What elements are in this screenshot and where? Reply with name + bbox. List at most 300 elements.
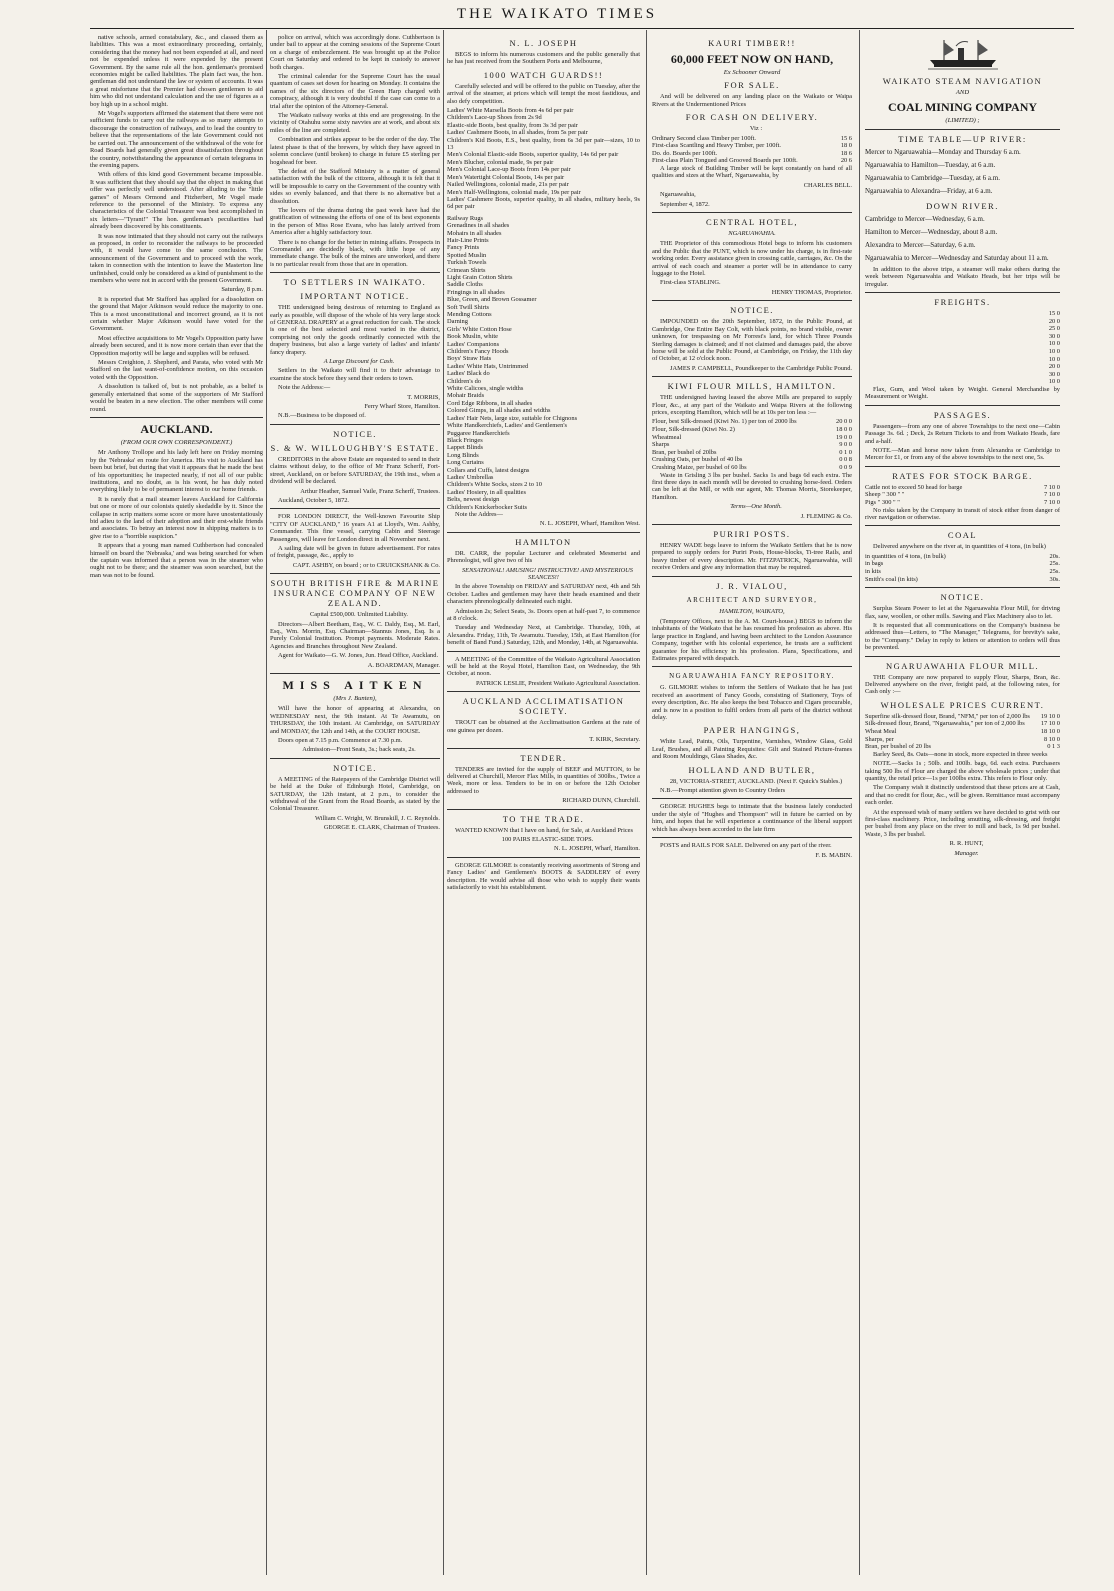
price-row <box>652 150 852 158</box>
ad-note: N.B.—Business to be disposed of. <box>278 412 366 420</box>
estate-heading: S. & W. WILLOUGHBY'S ESTATE. <box>270 442 440 453</box>
list-item: Turkish Towels <box>447 259 487 267</box>
price-row <box>652 135 852 143</box>
section-rule <box>447 651 640 652</box>
ad-text: The Company wish it distinctly understood that these prices are at Cash, and that no credit for flour, &c., will be given. Remittance must accompany each order. <box>865 784 1060 807</box>
ad-text: NOTE.—Man and horse now taken from Alexandra or Cambridge to Mercer for £1, or from any of the above townships to the next one, 5s. <box>865 447 1060 462</box>
price-value: 8 10 0 <box>1044 735 1060 743</box>
ad-text: FOR LONDON DIRECT, the Well-known Favourite Ship "CITY OF AUCKLAND," 16 years A1 at Lloyd's, Wm. Ashby, Commander. This fine vessel, carrying Cabin and Steerage Passengers, will leave for London direct in all November next. <box>270 513 440 543</box>
ad-text: And will be delivered on any landing place on the Waikato or Waipa Rivers at the Undermentioned Prices <box>652 93 852 108</box>
price-row <box>865 310 1060 318</box>
passages-heading: PASSAGES. <box>933 409 992 420</box>
price-item: Crushing Oats, per bushel of 40 lbs <box>652 456 743 464</box>
ad-text: White Lead, Paints, Oils, Turpentine, Varnishes, Window Glass, Gold Leaf, Brushes, and all Painting Requisites: Gilt and Stained Picture-frames and Room Mouldings, Glass Shades, &c. <box>652 738 852 761</box>
price-row <box>865 713 1060 721</box>
ad-note: N.B.—Prompt attention given to Country Orders <box>660 787 786 795</box>
price-item <box>865 371 1049 379</box>
and-line: AND <box>955 89 970 96</box>
ad-text: No risks taken by the Company in transit of stock either from danger of river navigation or otherwise. <box>865 506 1060 521</box>
section-rule <box>652 212 852 213</box>
paper-heading: PAPER HANGINGS, <box>703 725 801 736</box>
price-row <box>865 318 1060 326</box>
list-item: Colored Gimps, in all shades and widths <box>447 407 551 415</box>
ad-signature: F. B. MABIN. <box>815 851 852 859</box>
price-value: 20 6 <box>840 157 852 165</box>
ad-text: Surplus Steam Power to let at the Ngaruawahia Flour Mill, for driving flax, saw, woollen, or other mills. Sawing and Flax Machinery also to let. <box>865 605 1060 620</box>
list-item: Ladies' White Marsella Boots from 4s 6d per pair <box>447 107 574 115</box>
price-value: 18 6 <box>840 149 852 157</box>
price-row <box>865 363 1060 371</box>
price-value: 30 0 <box>1048 370 1060 378</box>
list-item: Men's Half-Wellingtons, colonial made, 19s per pair <box>447 188 581 196</box>
list-item: Children's Kid Boots, E.S., best quality, from 6s 3d per pair—sizes, 10 to 13 <box>447 136 640 152</box>
fancy-heading: NGARUAWAHIA FANCY REPOSITORY. <box>669 672 835 681</box>
price-value: 17 10 0 <box>1040 720 1060 728</box>
boots-price-list <box>447 107 640 211</box>
price-value: 10 0 <box>1048 378 1060 386</box>
article-paragraph: Most effective acquisitions to Mr Vogel's Opposition party have already been secured, and it is now more certain than ever that the Opposition majority will be large and supplies will be refused. <box>90 334 263 357</box>
list-item: Long Blinds <box>447 451 479 459</box>
price-item: Flour, best Silk-dressed (Kiwi No. 1) per ton of 2000 lbs <box>652 418 797 426</box>
list-item: White Handkerchiefs, Ladies' and Gentlemen's <box>447 422 567 430</box>
ad-signature-title: Manager. <box>954 849 979 857</box>
price-row <box>652 157 852 165</box>
list-item: White Calicoes, single widths <box>447 385 524 393</box>
article-paragraph: The Waikato railway works at this end are progressing. In the vicinity of Otahuhu some sixty navvies are at work, and about six miles of the line are completed. <box>270 112 440 134</box>
list-item: Men's Watertight Colonial Boots, 14s per pair <box>447 173 565 181</box>
price-item: Bran, per bushel of 20 lbs <box>865 743 932 751</box>
section-rule <box>447 748 640 749</box>
price-value: 15 6 <box>840 134 852 142</box>
hamilton-heading: HAMILTON <box>515 536 572 547</box>
list-item: Lappet Blinds <box>447 444 484 452</box>
list-item: Belts, newest design <box>447 496 500 504</box>
section-rule <box>447 532 640 533</box>
trade-tops: 100 PAIRS ELASTIC-SIDE TOPS. <box>501 835 594 843</box>
list-item: Book Muslin, white <box>447 333 498 341</box>
price-item: Do. do. Boards per 100ft. <box>652 149 718 157</box>
list-item: Ladies' Black do <box>447 370 490 378</box>
timber-price-list <box>652 135 852 165</box>
price-value: 0 1 0 <box>839 448 852 456</box>
notice-heading: NOTICE. <box>730 305 774 316</box>
price-row <box>865 576 1060 584</box>
ad-text: Doors open at 7.15 p.m. Commence at 7.30 p.m. <box>278 737 403 745</box>
ad-signature: T. MORRIS, <box>407 393 440 401</box>
section-rule <box>865 129 1060 130</box>
ad-text: TROUT can be obtained at the Acclimatisation Gardens at the rate of one guinea per dozen. <box>447 719 640 734</box>
article-paragraph: Messrs Creighton, J. Shepherd, and Parata, who voted with Mr Stafford on the last want-of-confidence motion, on this occasion voted with the Opposition. <box>90 359 263 381</box>
list-item: Fringings in all shades <box>447 288 505 296</box>
ad-signature: A. BOARDMAN, Manager. <box>367 661 440 669</box>
ad-text: Carefully selected and will be offered to the public on Tuesday, after the arrival of the steamer, at prices which will tempt the most fastidious, and also defy competition. <box>447 82 640 105</box>
price-row <box>865 356 1060 364</box>
timetable-row: Hamilton to Mercer—Wednesday, about 8 a.m. <box>865 227 998 236</box>
price-item: Wheat Meal <box>865 728 897 736</box>
down-river-heading: DOWN RIVER. <box>926 200 999 211</box>
steamship-icon <box>928 38 998 72</box>
price-item: Sheep " 300 " " <box>865 491 905 499</box>
timetable-row: Ngaruawahia to Mercer—Wednesday and Saturday about 11 a.m. <box>865 253 1049 262</box>
watch-guards-heading: 1000 WATCH GUARDS!! <box>483 69 604 80</box>
section-rule <box>652 300 852 301</box>
ad-signature: J. FLEMING & Co. <box>800 512 852 520</box>
article-paragraph: Mr Anthony Trollope and his lady left here on Friday morning by the 'Nebraska' en route for America. His visit to Auckland has been but brief, but during that visit it appears that he made the best of his opportunities; he inspected nearly, if not all of our public institutions, and no doubt, as is his wont, he has duly noted everything likely to be of permanent interest to our home friends. <box>90 449 263 494</box>
ad-text: Directors—Albert Beetham, Esq., W. C. Daldy, Esq., M. Earl, Esq., Wm. Morrin, Esq. Chairman—Stannus Jones, Esq. Is a Purely Colonial Institution. Prompt payments. Moderate Rates. Agencies and Branches throughout New Zealand. <box>270 620 440 650</box>
column-4 <box>652 34 852 1564</box>
freights-heading: FREIGHTS. <box>934 297 991 308</box>
ad-text: THE Company are now prepared to supply Flour, Sharps, Bran, &c. Delivered anywhere on the river, freight paid, at the following rates, for Cash only :— <box>865 673 1060 696</box>
kauri-heading: KAURI TIMBER!! <box>708 38 796 48</box>
price-row <box>865 743 1060 751</box>
price-row <box>652 418 852 426</box>
price-item <box>865 340 1049 348</box>
section-rule <box>865 405 1060 406</box>
price-row <box>865 340 1060 348</box>
ad-text: In addition to the above trips, a steamer will make others during the week between Ngaruawahia and Waikato Heads, but her trips will be irregular. <box>865 265 1060 288</box>
price-item: Silk-dressed flour, Brand, "Ngaruawahia," per ton of 2,000 lbs <box>865 720 1025 728</box>
seances-line: SENSATIONAL! AMUSING! INSTRUCTIVE! AND MYSTERIOUS SEANCES!! <box>461 566 633 581</box>
price-value: 25s. <box>1049 560 1060 568</box>
auckland-heading: AUCKLAND. <box>140 421 213 436</box>
ad-text: (Temporary Offices, next to the A. M. Court-house.) BEGS to inform the inhabitants of the Waikato that he has resumed his profession as above. His large practice in England, and having been architect to the London Assurance Company, together with his colonial experience, he trusts are a sufficient guarantee for his efficiency in his profession. Plans, Specifications, and Estimates prepared with despatch. <box>652 617 852 662</box>
price-value: 18 0 0 <box>836 425 852 433</box>
list-item: Mending Cottons <box>447 311 492 318</box>
price-row <box>652 456 852 464</box>
price-item: Smith's coal (in kits) <box>865 575 918 583</box>
ad-text: HENRY WADE begs leave to inform the Waikato Settlers that he is now prepared to supply orders for Puriri Posts, House-blocks, Ti-tree Rails, and heavy timber of every description. Mr. FITZPATRICK, Ngaruawahia, will receive Orders and give any information that may be required. <box>652 541 852 572</box>
price-value: 25s. <box>1049 568 1060 575</box>
ad-signature: PATRICK LESLIE, President Waikato Agricultural Association. <box>475 679 640 687</box>
price-row <box>652 464 852 472</box>
price-row <box>865 348 1060 356</box>
section-rule <box>270 272 440 273</box>
ad-text: Waste in Grisling 3 lbs per bushel. Sacks 1s and bags 6d each extra. The first three days in each month will be devoted to crushing horse-feed. Orders can be left at the Mill, or with our agent, Mr. Thomas Morris, Storekeeper, Hamilton. <box>652 471 852 501</box>
list-item: Mohairs in all shades <box>447 229 502 237</box>
ad-text: GEORGE GILMORE is constantly receiving assortments of Strong and Fancy Ladies' and Gentlemen's BOOTS & SADDLERY of every description. He would advise all those who wish to supply their wants satisfactorily to visit his establishment. <box>447 861 640 891</box>
aitken-heading: MISS AITKEN <box>282 678 428 692</box>
section-rule <box>270 424 440 425</box>
ad-text: POSTS and RAILS FOR SALE. Delivered on any part of the river. <box>660 842 832 850</box>
price-row <box>865 499 1060 507</box>
price-item: Sharps, per <box>865 735 894 743</box>
timetable-heading: TIME TABLE—UP RIVER: <box>898 133 1027 144</box>
discount-line: A Large Discount for Cash. <box>323 358 395 366</box>
timetable-row: Mercer to Ngaruawahia—Monday and Thursday 6 a.m. <box>865 147 1021 156</box>
price-value: 20 0 0 <box>836 418 852 426</box>
price-item <box>865 310 1049 318</box>
article-paragraph: native schools, armed constabulary, &c., and classed them as liabilities. This was a most extraordinary proceeding, certainly, considering that the money had not been expended at all, and need not be expended unless it were expended by the present Government. By the same rule all the hon. gentleman's promised economies might be called liabilities. The plain fact was, the hon. gentleman did not understand the law or system of accounts. It was a great misfortune that the Premier had chosen gentlemen to aid him who did not understand calculation and the use of figures as a boy high up in a school might. <box>90 34 263 108</box>
ad-text: Admission—Front Seats, 3s.; back seats, 2s. <box>302 746 416 754</box>
price-item: Sharps <box>652 441 670 449</box>
list-item: Girls' White Cotton Hose <box>447 325 512 333</box>
price-value: 10 0 <box>1048 348 1060 355</box>
coal-heading: COAL <box>947 530 978 541</box>
ad-text: Admission 2s; Select Seats, 3s. Doors open at half-past 7, to commence at 8 o'clock. <box>447 607 640 623</box>
ad-text: BEGS to inform his numerous customers and the public generally that he has just received from the Southern Ports and Melbourne, <box>447 51 640 66</box>
column-3 <box>447 34 640 1564</box>
ad-text: Barley Seed, 8s. Oats—none in stock, more expected in three weeks <box>873 750 1048 758</box>
list-item: Children's do <box>447 377 481 385</box>
vialou-heading: J. R. VIALOU, <box>716 580 788 591</box>
list-item: Black Fringes <box>447 436 483 444</box>
price-row <box>865 568 1060 576</box>
article-paragraph: It appears that a young man named Cuthbertson had concealed himself on board the 'Nebraska,' and was being searched for when the captain was informed that a person was in the steamer who ought not to be there; and the steamer was soon searched, but the man was not to be found. <box>90 542 263 579</box>
list-item: Children's Knickerbocker Suits <box>447 503 527 511</box>
wholesale-heading: WHOLESALE PRICES CURRENT. <box>880 699 1045 710</box>
ad-text: Agent for Waikato—G. W. Jones, Jun. Head Office, Auckland. <box>278 652 439 660</box>
price-row <box>865 371 1060 379</box>
price-row <box>865 491 1060 499</box>
price-value: 10 0 <box>1048 340 1060 348</box>
list-item: Grenadines in all shades <box>447 222 510 230</box>
section-rule <box>865 587 1060 588</box>
holland-address: 28, VICTORIA-STREET, AUCKLAND. (Next F. Quick's Stables.) <box>669 777 843 785</box>
flour-mill-heading: NGARUAWAHIA FLOUR MILL. <box>885 660 1040 671</box>
kiwi-heading: KIWI FLOUR MILLS, HAMILTON. <box>667 381 837 392</box>
price-row <box>652 142 852 150</box>
section-rule <box>652 666 852 667</box>
article-paragraph: A dissolution is talked of, but is not probable, as a belief is generally entertained that some of the supporters of Mr Stafford would be beaten in a new election. The other members will come round. <box>90 383 263 413</box>
stock-barge-table <box>865 484 1060 507</box>
ad-signature: RICHARD DUNN, Churchill. <box>562 797 640 805</box>
price-item: Cattle not to exceed 50 head for barge <box>865 483 963 491</box>
price-row <box>865 720 1060 728</box>
price-item <box>865 378 1049 386</box>
steam-heading: WAIKATO STEAM NAVIGATION <box>882 76 1043 86</box>
hotel-heading: CENTRAL HOTEL, <box>706 217 798 228</box>
joseph-heading: N. L. JOSEPH <box>509 38 578 48</box>
tender-heading: TENDER. <box>520 752 567 763</box>
section-rule <box>270 758 440 759</box>
article-paragraph: The lovers of the drama during the past week have had the gratification of witnessing the efforts of one of its best exponents in the person of Miss Rose Evans, who has lately arrived from America after a highly satisfactory tour. <box>270 206 440 237</box>
list-item: Puggaree Handkerchiefs <box>447 429 510 437</box>
article-paragraph: police on arrival, which was accordingly done. Cuthbertson is under bail to appear at the coming sessions of the Supreme Court on a charge of embezzlement. He was brought up at the Police Court on Saturday and ordered to be kept in custody to answer both charges. <box>270 34 440 71</box>
ad-text: It is requested that all communications on the Company's business be addressed thus—Letters, to "The Manager," Telegrams, for brevity's sake, to the "Company." Delay in reply to letters or attention to orders will thus be prevented. <box>865 622 1060 652</box>
list-item: Men's Colonial Elastic-side Boots, superior quality, 14s 6d per pair <box>447 151 619 159</box>
ad-text: THE undersigned being desirous of returning to England as early as possible, will dispose of the whole of his very large stock of GENERAL DRAPERY at a great reduction for cash. The stock is one of the best selected and most varied in the district, comprising not only the goods ordinarily connected with the drapery business, but also a large variety of ladies' and infants' fancy drapery. <box>270 304 440 356</box>
list-item: Boys' Straw Hats <box>447 355 492 363</box>
section-rule <box>447 691 640 692</box>
list-item: Spotted Muslin <box>447 251 487 259</box>
list-item: Children's Lace-up Shoes from 2s 9d <box>447 114 542 122</box>
list-item: Mohair Braids <box>447 392 485 400</box>
column-1 <box>90 34 263 1564</box>
list-item: Men's Blucher, colonial made, 9s per pair <box>447 158 554 166</box>
ad-signature: CHARLES BELL. <box>803 181 852 189</box>
price-value: 20 0 <box>1048 317 1060 325</box>
section-rule <box>865 656 1060 657</box>
ad-address: Ferry Wharf Store, Hamilton. <box>364 403 440 411</box>
coal-price-table <box>865 553 1060 583</box>
schooner-line: Ex Schooner Onward <box>723 69 781 76</box>
price-row <box>865 325 1060 333</box>
limited-line: (LIMITED) ; <box>945 117 980 125</box>
price-item: Ordinary Second class Timber per 100ft. <box>652 134 757 142</box>
price-item: Flour, Silk-dressed (Kiwi No. 2) <box>652 425 735 433</box>
ad-text: THE undersigned having leased the above Mills are prepared to supply Flour, &c., at any part of the Waikato and Waipa Rivers at the following prices, excepting Hamilton, which will be at 10s per ton less :— <box>652 394 852 416</box>
stock-barge-heading: RATES FOR STOCK BARGE. <box>892 470 1033 481</box>
list-item: Elastic-side Boots, best quality, from 3s 3d per pair <box>447 121 578 129</box>
ad-text: G. GILMORE wishes to inform the Settlers of Waikato that he has just received an assortment of Fancy Goods, consisting of Stationery, Toys of every description, &c. He also keeps the best Tobacco and Cigars procurable, and is now in a position to fulfil orders from all parts of the district without delay. <box>652 684 852 722</box>
article-paragraph: Mr Vogel's supporters affirmed the statement that there were not sufficient funds to carry out the railways as so many attempts to discourage the construction of railways, and to lead the country to believe that the representations of the late Government could not be carried out. The announcement of the withdrawal of the vote for Road Boards had generally given great dissatisfaction throughout the country, notwithstanding the appearance of certain telegrams in the evening papers. <box>90 110 263 169</box>
up-river-timetable <box>865 147 1060 197</box>
coal-company-heading: COAL MINING COMPANY <box>887 100 1038 115</box>
notice-heading: NOTICE. <box>940 592 985 603</box>
price-row <box>865 728 1060 736</box>
vialou-place: HAMILTON, WAIKATO, <box>719 607 785 615</box>
wholesale-price-table <box>865 713 1060 751</box>
trustees-line: Arthur Heather, Samuel Vaile, Franz Scherff, Trustees. <box>300 487 440 495</box>
article-paragraph: It was now intimated that they should not carry out the railways as proposed, in order to reconsider the railways to be proceeded with, it would have come to the same conclusion. The announcement of the Government and to proceed with the work, taken in connection with the intention to leave the Masterton line unfinished, could only be considered as a kind of punishment to the members who were not in accord with the present Government. <box>90 232 263 284</box>
ad-text: Settlers in the Waikato will find it to their advantage to examine the stock before they send their orders to town. <box>270 367 440 382</box>
ad-text: In the above Township on FRIDAY and SATURDAY next, 4th and 5th October. Ladies and gentlemen may have their heads examined and their characters phrenologically delineated each night. <box>447 583 640 606</box>
list-item: Children's Fancy Hoods <box>447 348 509 356</box>
notice-heading: NOTICE. <box>333 428 377 439</box>
list-item: Ladies' Cashmere Boots, in all shades, from 5s per pair <box>447 129 588 137</box>
section-rule <box>652 576 852 577</box>
price-value: 19 10 0 <box>1040 712 1060 720</box>
price-item: Crushing Maize, per bushel of 60 lbs <box>652 463 747 471</box>
price-row <box>865 736 1060 744</box>
ad-text: A large stock of Building Timber will be kept constantly on hand of all qualities and sizes at the Wharf, Ngaruawahia, by <box>652 165 852 180</box>
list-item: Light Grain Cotton Shirts <box>447 273 513 281</box>
ad-text: Flax, Gum, and Wool taken by Weight. General Merchandise by Measurement or Weight. <box>865 385 1060 401</box>
freights-table <box>865 310 1060 386</box>
holland-heading: HOLLAND AND BUTLER, <box>688 764 816 775</box>
price-row <box>652 434 852 442</box>
ad-text: TENDERS are invited for the supply of BEEF and MUTTON, to be delivered at Churchill, Mercer Flax Mills, in quantities of 300lbs., Twice a Week, more or less. Tenders to be in on or before the 12th October addressed to <box>447 765 640 795</box>
section-rule <box>447 809 640 810</box>
ad-text: DR. CARR, the popular Lecturer and celebrated Mesmerist and Phrenologist, will give two of his <box>447 549 640 565</box>
ad-text: A MEETING of the Committee of the Waikato Agricultural Association will be held at the Royal Hotel, Hamilton East, on Wednesday, the 9th October, at noon. <box>447 655 640 678</box>
article-paragraph: The criminal calendar for the Supreme Court has the usual quantum of cases set down for hearing on Monday. It contains the names of the six directors of the Green Harp charged with conspiracy, although it is very doubtful if the case can come to a trial after the opinion of the Attorney-General. <box>270 73 440 110</box>
column-divider <box>646 30 647 1575</box>
price-value: 7 10 0 <box>1044 499 1060 506</box>
price-item: Wheatmeal <box>652 433 682 441</box>
price-item <box>865 333 1049 341</box>
insurance-heading: SOUTH BRITISH FIRE & MARINE INSURANCE COMPANY OF NEW ZEALAND. <box>270 578 440 609</box>
column-divider <box>859 30 860 1575</box>
price-item <box>865 348 1049 356</box>
price-item: Pigs " 300 " " <box>865 499 900 506</box>
ad-date: September 4, 1872. <box>660 200 710 208</box>
down-river-timetable <box>865 214 1060 264</box>
price-item: First-class Plain Tongued and Grooved Boards per 100ft. <box>652 157 798 165</box>
price-item: in bags <box>865 560 884 568</box>
price-value: 9 0 0 <box>839 441 852 449</box>
section-rule <box>652 837 852 838</box>
ad-text: WANTED KNOWN that I have on hand, for Sale, at Auckland Prices <box>455 826 634 834</box>
price-item: Superfine silk-dressed flour, Brand, "NFM," per ton of 2,000 lbs <box>865 712 1030 720</box>
ad-signature: T. KIRK, Secretary. <box>589 736 640 744</box>
ad-text: Delivered anywhere on the river at, in quantities of 4 tons, (in bulk) <box>873 543 1046 551</box>
list-item: Nailed Wellingtons, colonial made, 21s per pair <box>447 181 569 189</box>
article-paragraph: It is reported that Mr Stafford has applied for a dissolution on the ground that Major Atkinson would reduce the majority to one. This is a most unconstitutional and incorrect ground, as it is not certain whether Major Atkinson would have voted for the Government. <box>90 295 263 333</box>
ad-signature: R. R. HUNT, <box>949 840 984 848</box>
timetable-row: Alexandra to Mercer—Saturday, 6 a.m. <box>865 240 976 249</box>
vialou-title: ARCHITECT AND SURVEYOR, <box>686 595 818 604</box>
viz-line: Viz : <box>749 125 763 133</box>
price-value: 7 10 0 <box>1044 483 1060 491</box>
section-rule <box>865 466 1060 467</box>
ad-text: A sailing date will be given in future advertisement. For rates of freight, passage, &c., apply to <box>270 544 440 560</box>
section-rule <box>652 798 852 799</box>
price-row <box>652 449 852 457</box>
ad-text: Tuesday and Wednesday Next, at Cambridge. Thursday, 10th, at Alexandra. Friday, 11th, Te Awamutu. Tuesday, 15th, at East Hamilton (for benefit of Band Fund.) Saturday, 12th, and Monday, 14th, at Ngaruawahia. <box>447 624 640 647</box>
timetable-row: Cambridge to Mercer—Wednesday, 6 a.m. <box>865 214 985 223</box>
acclimatisation-heading: AUCKLAND ACCLIMATISATION SOCIETY. <box>462 696 625 717</box>
price-value: 18 10 0 <box>1040 728 1060 736</box>
notice-heading: NOTICE. <box>333 762 377 773</box>
ad-text: Note the Addres— <box>455 510 503 518</box>
price-row <box>865 484 1060 492</box>
price-row <box>865 560 1060 568</box>
section-rule <box>652 376 852 377</box>
timetable-row: Ngaruawahia to Alexandra—Friday, at 6 a.m. <box>865 186 993 195</box>
price-item <box>865 363 1049 371</box>
section-rule <box>270 673 440 674</box>
terms-line: Terms—One Month. <box>730 503 782 511</box>
ad-place: Ngaruawahia, <box>660 191 696 199</box>
cash-heading: FOR CASH ON DELIVERY. <box>685 112 819 123</box>
masthead: THE WAIKATO TIMES <box>456 6 658 22</box>
article-paragraph: With offers of this kind good Government became impossible. It was sufficient that they should say that the object in making that offer was perfectly well understood. After alluding to the "little games" of Messrs Ormond and Fitzherbert, Mr Vogel made reference to the personnel of the Ministry. To express any characteristics of the Colonial Treasurer was best accomplished in six letters—"Tyrant!" The hon. gentleman's peculiarities had already been discovered by his constituents. <box>90 171 263 231</box>
list-item: Soft Twill Shirts <box>447 303 490 311</box>
puriri-heading: PURIRI POSTS. <box>713 528 791 539</box>
price-value: 7 10 0 <box>1044 491 1060 499</box>
price-item <box>865 318 1049 326</box>
price-value: 20s. <box>1049 552 1060 560</box>
timetable-row: Ngaruawahia to Hamilton—Tuesday, at 6 a.m. <box>865 160 996 169</box>
ad-text: NOTE.—Sacks 1s ; 50lb. and 100lb. bags, 6d. each extra. Purchasers taking 500 lbs of Flour are charged the above wholesale prices ; under that quantity, the retail price—1s per 100lbs extra. This refers to Flour only. <box>865 760 1060 783</box>
flour-price-list <box>652 418 852 471</box>
article-paragraph: It is rarely that a mail steamer leaves Auckland for California but one or more of our colonists quietly skedaddle by it. Since the collapse in scrip matters some score or more have unostentatiously bid adieu to the land of their adoption and their erst-while friends and associates. To betray an interest now in shipping matters is to give rise to a "horrible suspicion." <box>90 495 263 540</box>
list-item: Crimean Shirts <box>447 266 486 274</box>
ad-signature: CAPT. ASHBY, on board ; or to CRUICKSHANK & Co. <box>292 561 440 569</box>
price-value: 0 0 9 <box>839 463 852 471</box>
column-5 <box>865 34 1060 1564</box>
ad-text: A MEETING of the Ratepayers of the Cambridge District will be held at the Duke of Edinburgh Hotel, Cambridge, on SATURDAY, the 12th instant, at 2 p.m., to consider the withdrawal of the Grant from the Road Boards, as stated by the Colonial Treasurer. <box>270 775 440 813</box>
price-row <box>652 441 852 449</box>
list-item: Hair-Line Prints <box>447 236 489 244</box>
ad-names: William C. Wright, W. Brunskill, J. C. Reynolds. <box>314 814 440 822</box>
ad-text: First-class STABLING. <box>660 279 721 287</box>
list-item: Ladies' Umbrellas <box>447 473 494 481</box>
price-value: 20 0 <box>1048 363 1060 371</box>
list-item: Saddle Cloths <box>447 281 483 289</box>
list-item: Collars and Cuffs, latest designs <box>447 466 530 474</box>
price-item: Bran, per bushel of 20lbs <box>652 448 717 456</box>
list-item: Darning <box>447 318 468 326</box>
price-row <box>865 553 1060 561</box>
ad-signature: GEORGE E. CLARK, Chairman of Trustees. <box>323 824 440 832</box>
list-item: Blue, Green, and Brown Gossamer <box>447 296 537 304</box>
price-item <box>865 356 1049 364</box>
price-row <box>865 333 1060 341</box>
ad-text: Will have the honor of appearing at Alexandra, on WEDNESDAY next, the 9th instant. At Te Awamutu, on THURSDAY, the 10th instant. At Cambridge, on SATURDAY and MONDAY, the 12th and 14th, at the COURT HOUSE. <box>270 705 440 735</box>
ad-date: Auckland, October 5, 1872. <box>278 496 349 504</box>
price-item: in kits <box>865 568 881 575</box>
hotel-place: NGARUAWAHIA. <box>728 230 776 238</box>
masthead-rule <box>90 28 1074 29</box>
price-item <box>865 325 1049 333</box>
list-item: Ladies' Hosiery, in all qualities <box>447 488 527 496</box>
list-item: Ladies' Hair Nets, large size, suitable for Chignons <box>447 414 578 422</box>
price-item: in quantities of 4 tons, (in bulk) <box>865 552 946 560</box>
price-value: 19 0 0 <box>836 433 852 441</box>
ad-signature: N. L. JOSEPH, Wharf, Hamilton West. <box>539 520 640 528</box>
